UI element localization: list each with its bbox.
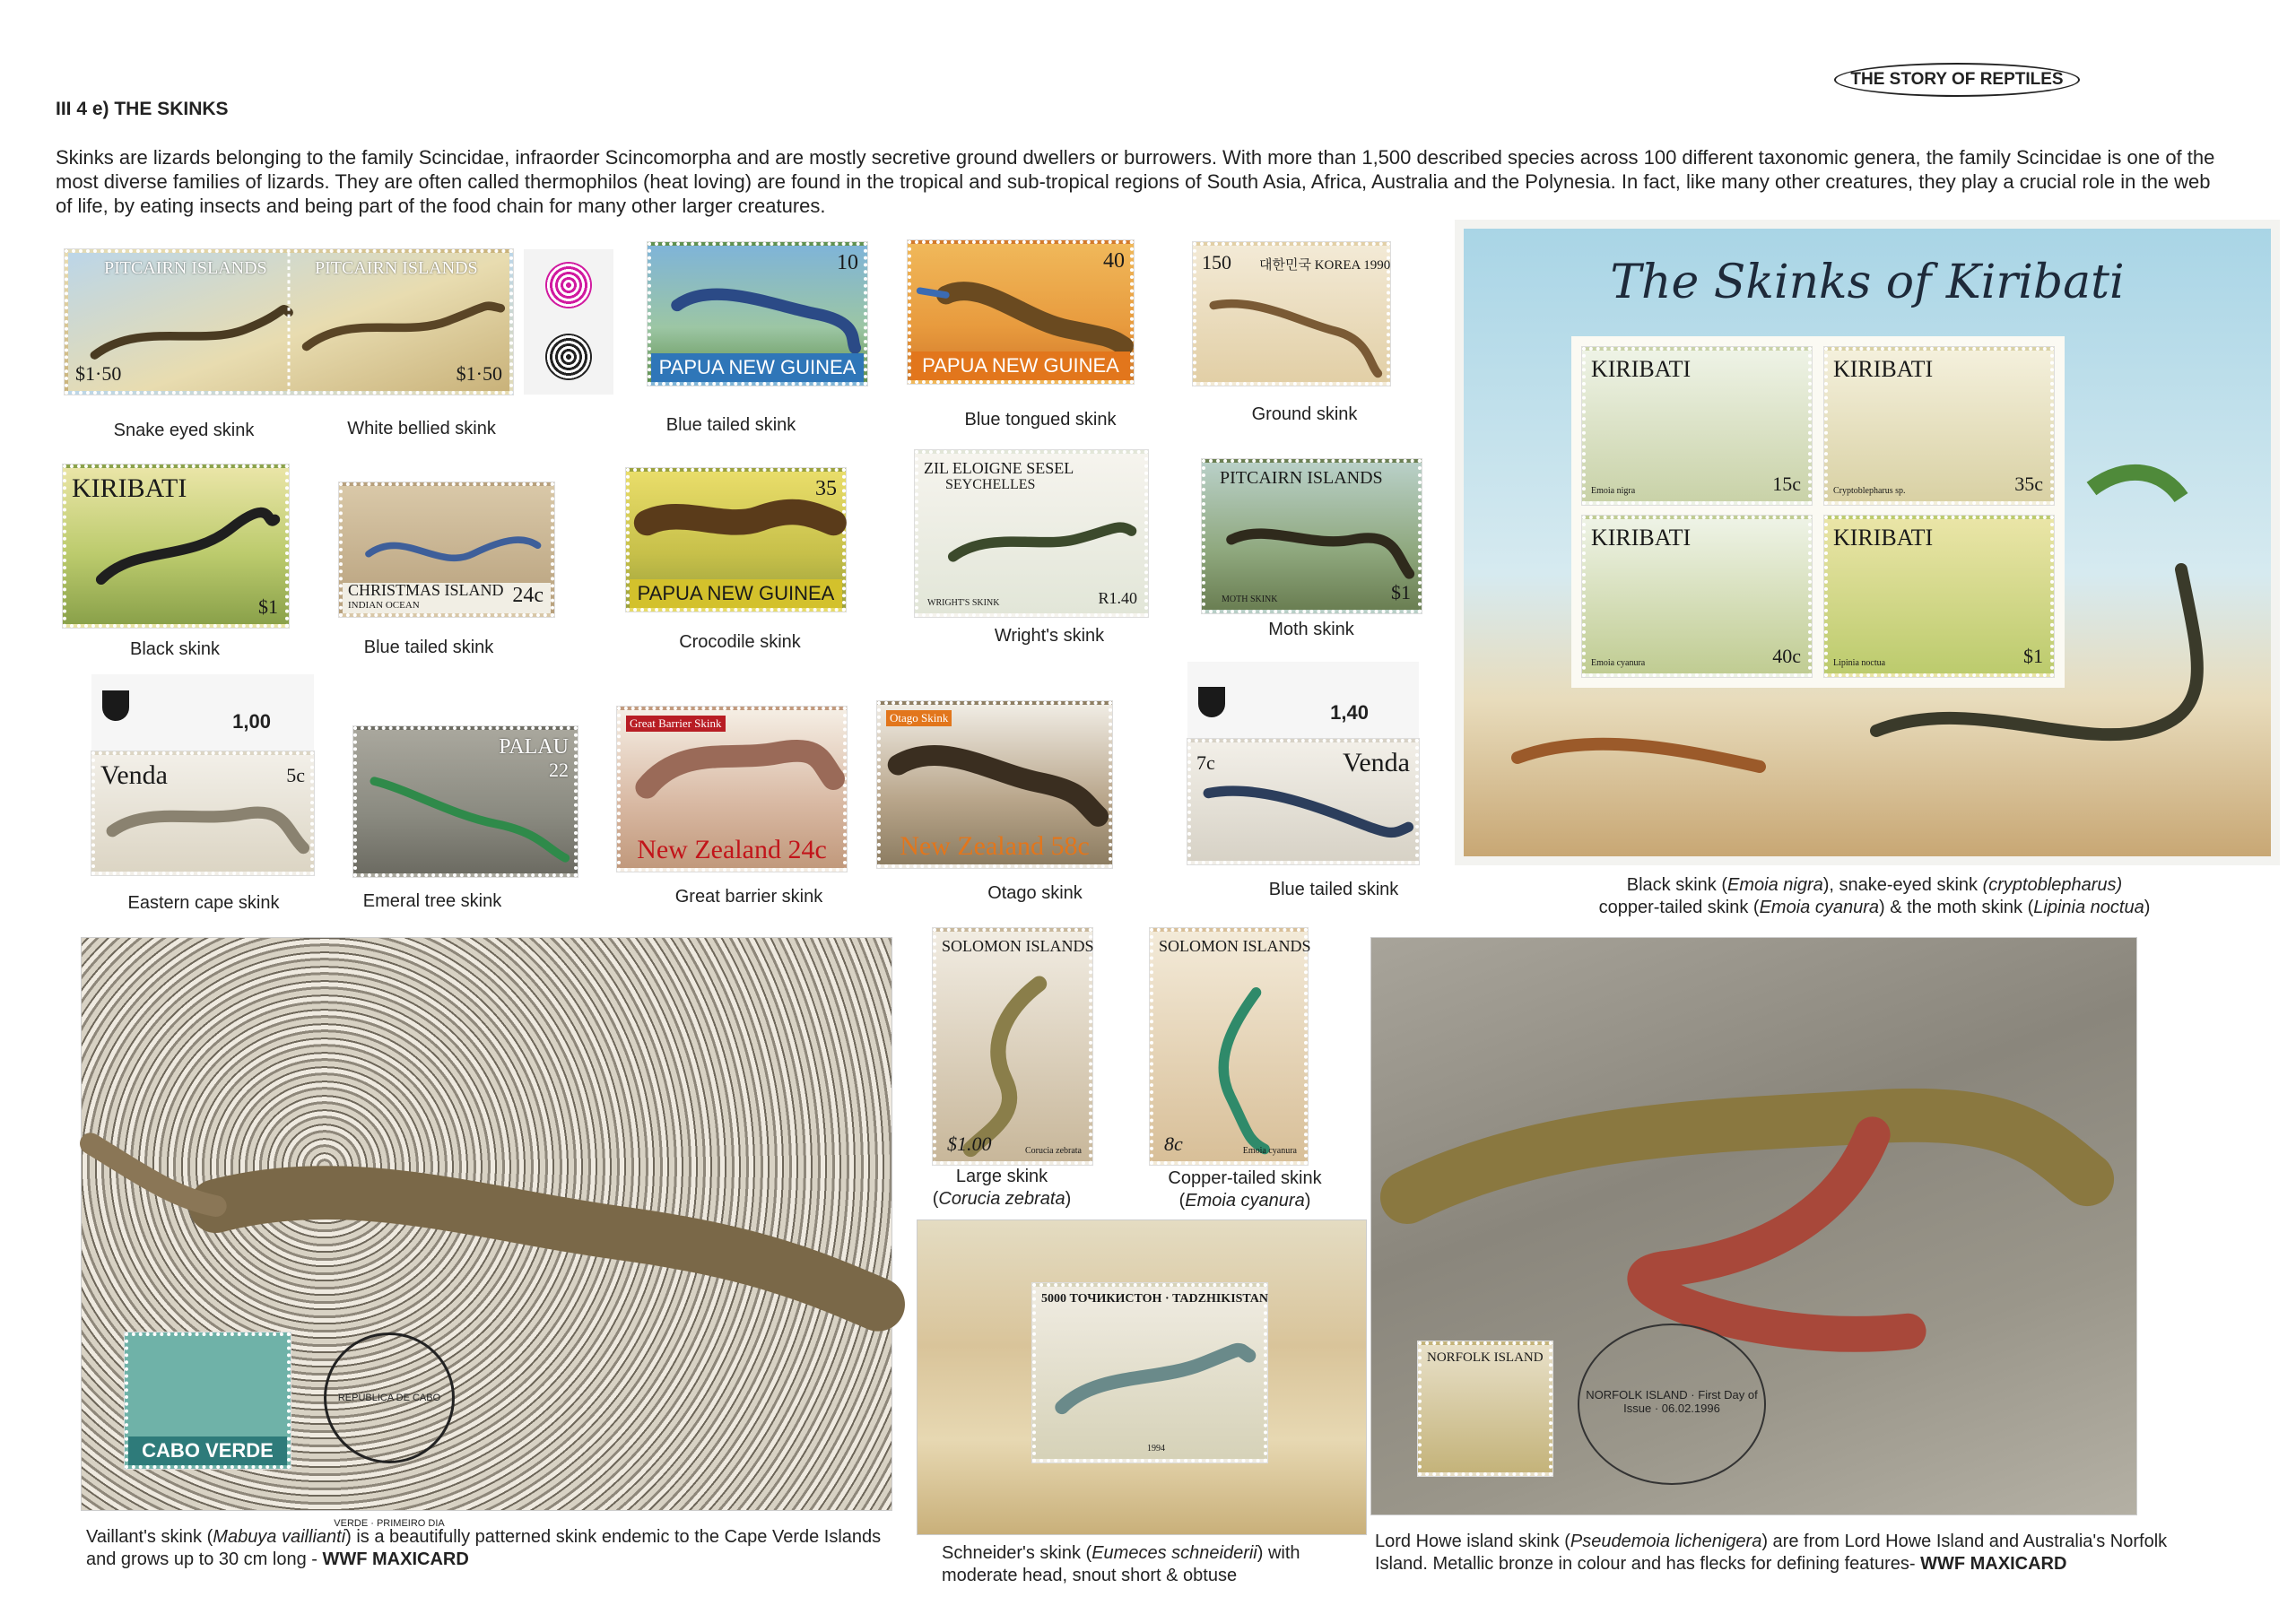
caption-species: Corucia zebrata: [938, 1189, 1065, 1209]
stamp-country: 5000 ТОЧИКИСТОН · TADZHIKISTAN: [1041, 1292, 1268, 1306]
stamp-value: $1: [1391, 581, 1411, 603]
stamp-species: Emoia nigra: [1591, 486, 1636, 496]
stamp-value: R1.40: [1098, 589, 1137, 607]
caption-great-barrier-skink: Great barrier skink: [674, 887, 823, 907]
stamp-nz-great-barrier: [617, 707, 847, 872]
stamp-solomon-large: [933, 928, 1092, 1165]
stamp-country: KIRIBATI: [72, 473, 187, 503]
stamp-country: Venda: [1343, 748, 1410, 777]
maxicard-cabo-verde: [81, 937, 892, 1529]
stamp-value: 10: [837, 251, 858, 274]
stamp-pitcairn-moth: [1202, 459, 1422, 613]
color-target-tab: [524, 249, 613, 395]
stamp-country: 대한민국 KOREA 1990: [1259, 258, 1391, 273]
caption-blue-tailed-skink-venda: Blue tailed skink: [1268, 880, 1399, 899]
stamp-country: CHRISTMAS ISLAND: [348, 581, 504, 599]
stamp-value: 24c: [512, 584, 544, 607]
stamp-banner: PAPUA NEW GUINEA: [630, 579, 842, 608]
stamp-species: Corucia zebrata: [1024, 1146, 1082, 1156]
caption-text: Vaillant's skink (: [86, 1527, 213, 1547]
stamp-country: SOLOMON ISLANDS: [942, 937, 1094, 955]
tab-value: 1,00: [232, 710, 271, 733]
stamp-country: ZIL ELOIGNE SESEL: [924, 459, 1074, 477]
stamp-country: NORFOLK ISLAND: [1427, 1350, 1544, 1365]
stamp-value: 15c: [1772, 473, 1801, 495]
stamp-png-crocodile: [626, 468, 846, 612]
stamp-value: 150: [1202, 251, 1231, 273]
shield-icon: [1198, 687, 1225, 717]
maxicard-stamp: [1032, 1283, 1267, 1462]
caption-snake-eyed-skink: Snake eyed skink: [113, 421, 255, 440]
caption-text: Schneider's skink (: [942, 1543, 1092, 1563]
stamp-species: Lipinia noctua: [1833, 658, 1886, 668]
stamp-value: 5c: [286, 764, 305, 786]
stamp-country: PITCAIRN ISLANDS: [1220, 468, 1383, 488]
caption-wrights-skink: Wright's skink: [994, 626, 1105, 646]
maxicard-stamp: [1418, 1341, 1552, 1476]
black-target-icon: [545, 334, 592, 380]
caption-norfolk: [1375, 1531, 2182, 1575]
tab-value: 1,40: [1330, 701, 1369, 724]
stamp-nz-otago: [877, 701, 1112, 868]
stamp-value: $1·50: [456, 362, 502, 385]
stamp-value: $1: [2023, 645, 2043, 667]
stamp-label: Great Barrier Skink: [626, 716, 726, 732]
kiribati-miniature-sheet: [1455, 220, 2280, 865]
stamp-christmas-blue-tailed: [339, 482, 554, 617]
caption-copper-tailed-skink: Copper-tailed skink (Emoia cyanura): [1155, 1167, 1335, 1212]
caption-ground-skink: Ground skink: [1251, 404, 1358, 424]
stamp-banner: PAPUA NEW GUINEA: [911, 352, 1130, 380]
stamp-species: Emoia cyanura: [1242, 1146, 1297, 1156]
stamp-country: PITCAIRN ISLANDS: [104, 258, 267, 278]
caption-text: ): [2144, 898, 2151, 917]
caption-species: (cryptoblepharus): [1982, 875, 2123, 895]
stamp-country: PITCAIRN ISLANDS: [315, 258, 478, 278]
stamp-country: PALAU: [499, 735, 569, 759]
sheet-lizards-illustration: [1464, 229, 2271, 856]
caption-text: copper-tailed skink (: [1598, 898, 1760, 917]
stamp-seychelles-wright: [915, 450, 1148, 617]
stamp-png-blue-tongued: [908, 240, 1134, 384]
caption-tajikistan: [942, 1542, 1363, 1587]
stamp-banner: PAPUA NEW GUINEA: [651, 353, 864, 382]
sheet-title: The Skinks of Kiribati: [1610, 256, 2125, 309]
stamp-species: Cryptoblepharus sp.: [1833, 486, 1906, 496]
caption-cabo-verde: [86, 1526, 893, 1571]
stamp-value: 22: [549, 759, 569, 781]
stamp-png-blue-tailed: [648, 242, 867, 386]
stamp-country: KIRIBATI: [1833, 525, 1934, 551]
stamp-label: Otago Skink: [886, 710, 952, 726]
maxicard-stamp: [125, 1332, 291, 1469]
caption-white-bellied-skink: White bellied skink: [347, 419, 496, 438]
stamp-korea-ground: [1193, 242, 1390, 386]
caption-common-name: Large skink: [955, 1167, 1048, 1186]
caption-blue-tongued-skink: Blue tongued skink: [964, 410, 1117, 430]
stamp-palau-emerald: [353, 726, 578, 877]
stamp-country: CABO VERDE: [128, 1436, 287, 1465]
caption-emerald-tree-skink: Emeral tree skink: [362, 891, 502, 911]
caption-species: Emoia cyanura: [1759, 898, 1879, 917]
lizard-illustration: [936, 932, 1094, 1161]
stamp-country: SOLOMON ISLANDS: [1159, 937, 1311, 955]
caption-species: Pseudemoia lichenigera: [1570, 1532, 1762, 1551]
stamp-solomon-copper: [1150, 928, 1311, 1165]
stamp-value: 7c: [1196, 751, 1215, 774]
stamp-value: 35: [815, 477, 837, 500]
stamp-value: $1: [258, 595, 278, 618]
caption-black-skink: Black skink: [129, 639, 221, 659]
caption-common-name: Copper-tailed skink: [1168, 1168, 1322, 1188]
caption-text: ) & the moth skink (: [1878, 898, 2034, 917]
stamp-species: WRIGHT'S SKINK: [927, 598, 1000, 608]
caption-otago-skink: Otago skink: [987, 883, 1083, 903]
stamp-country: Venda: [100, 760, 168, 790]
stamp-species: MOTH SKINK: [1222, 595, 1278, 604]
caption-species: Emoia nigra: [1727, 875, 1823, 895]
stamp-species: Emoia cyanura: [1591, 658, 1646, 668]
postmark: [324, 1332, 455, 1529]
maxicard-norfolk: [1370, 937, 2137, 1515]
lizard-illustration: [1153, 932, 1311, 1161]
maxicard-tajikistan: [917, 1219, 1367, 1535]
stamp-venda-blue-tailed: [1187, 739, 1419, 864]
postmark: [1578, 1324, 1766, 1485]
caption-blue-tailed-skink-png: Blue tailed skink: [665, 415, 796, 435]
stamp-banner: New Zealand 58c: [900, 831, 1090, 861]
stamp-country: KIRIBATI: [1591, 356, 1692, 382]
stamp-value: 40: [1103, 249, 1125, 273]
venda-tab-blue-tailed: [1187, 662, 1419, 739]
postmark-text: NORFOLK ISLAND · First Day of Issue · 06.02.1996: [1586, 1388, 1758, 1415]
stamp-value: $1.00: [947, 1133, 992, 1155]
caption-eastern-cape-skink: Eastern cape skink: [127, 893, 280, 913]
caption-text: ), snake-eyed skink: [1822, 875, 1983, 895]
stamp-country: KIRIBATI: [1833, 356, 1934, 382]
caption-text: Black skink (: [1626, 875, 1728, 895]
section-heading: III 4 e) THE SKINKS: [56, 99, 229, 119]
pink-target-icon: [545, 262, 592, 308]
lizard-illustration: [1036, 1287, 1268, 1459]
caption-bold: WWF MAXICARD: [1920, 1554, 2067, 1574]
stamp-country: KIRIBATI: [1591, 525, 1692, 551]
stamp-value: $1·50: [75, 362, 122, 385]
caption-species: Emoia cyanura: [1185, 1191, 1305, 1211]
stamp-kiribati-black: [63, 464, 289, 628]
postmark-text: REPÚBLICA DE CABO VERDE · PRIMEIRO DIA: [334, 1393, 445, 1529]
caption-blue-tailed-skink-christmas: Blue tailed skink: [363, 638, 494, 657]
caption-species: Lipinia noctua: [2033, 898, 2144, 917]
stamp-value: 40c: [1772, 645, 1801, 667]
caption-crocodile-skink: Crocodile skink: [679, 632, 801, 652]
caption-bold: WWF MAXICARD: [322, 1549, 469, 1569]
caption-species: Eumeces schneiderii: [1091, 1543, 1257, 1563]
stamp-pitcairn-pair: [65, 249, 513, 395]
caption-large-skink: Large skink (Corucia zebrata): [917, 1166, 1087, 1211]
caption-text: ) is a beautifully patterned skink endemic to the Cape Verde Islands and grows up to 30 cm long -: [86, 1527, 882, 1569]
shield-icon: [102, 690, 129, 721]
intro-paragraph: Skinks are lizards belonging to the family Scincidae, infraorder Scincomorpha and are mostly secretive ground dwellers or burrowers. With more than 1,500 described species across 100 different taxonomic genera, the family Scincidae is one of the most diverse families of lizards. They are often called thermophilos (heat loving) are found in the tropical and sub-tropical regions of South Asia, Africa, Australia and the Polynesia. In fact, like many other creatures, they play a crucial role in the web of life, by eating insects and being part of the food chain for many other larger creatures.: [56, 146, 2215, 217]
stamp-subtitle: SEYCHELLES: [945, 477, 1036, 492]
caption-kiribati-sheet: [1480, 874, 2269, 919]
stamp-value: 35c: [2014, 473, 2043, 495]
stamp-venda-eastern-cape: [91, 751, 314, 875]
stamp-value: 8c: [1164, 1133, 1183, 1155]
caption-text: ) with moderate head, snout short & obtuse: [942, 1543, 1300, 1585]
stamp-year: 1994: [1147, 1444, 1165, 1454]
caption-species: Mabuya vaillianti: [213, 1527, 346, 1547]
stamp-banner: New Zealand 24c: [637, 835, 827, 864]
story-tag: THE STORY OF REPTILES: [1834, 63, 2080, 97]
caption-text: Lord Howe island skink (: [1375, 1532, 1570, 1551]
venda-tab-eastern-cape: [91, 674, 314, 751]
stamp-subtitle: INDIAN OCEAN: [348, 600, 420, 611]
caption-text: ) are from Lord Howe Island and Australia's Norfolk Island. Metallic bronze in colour and has flecks for defining features-: [1375, 1532, 2168, 1574]
caption-moth-skink: Moth skink: [1268, 620, 1354, 639]
